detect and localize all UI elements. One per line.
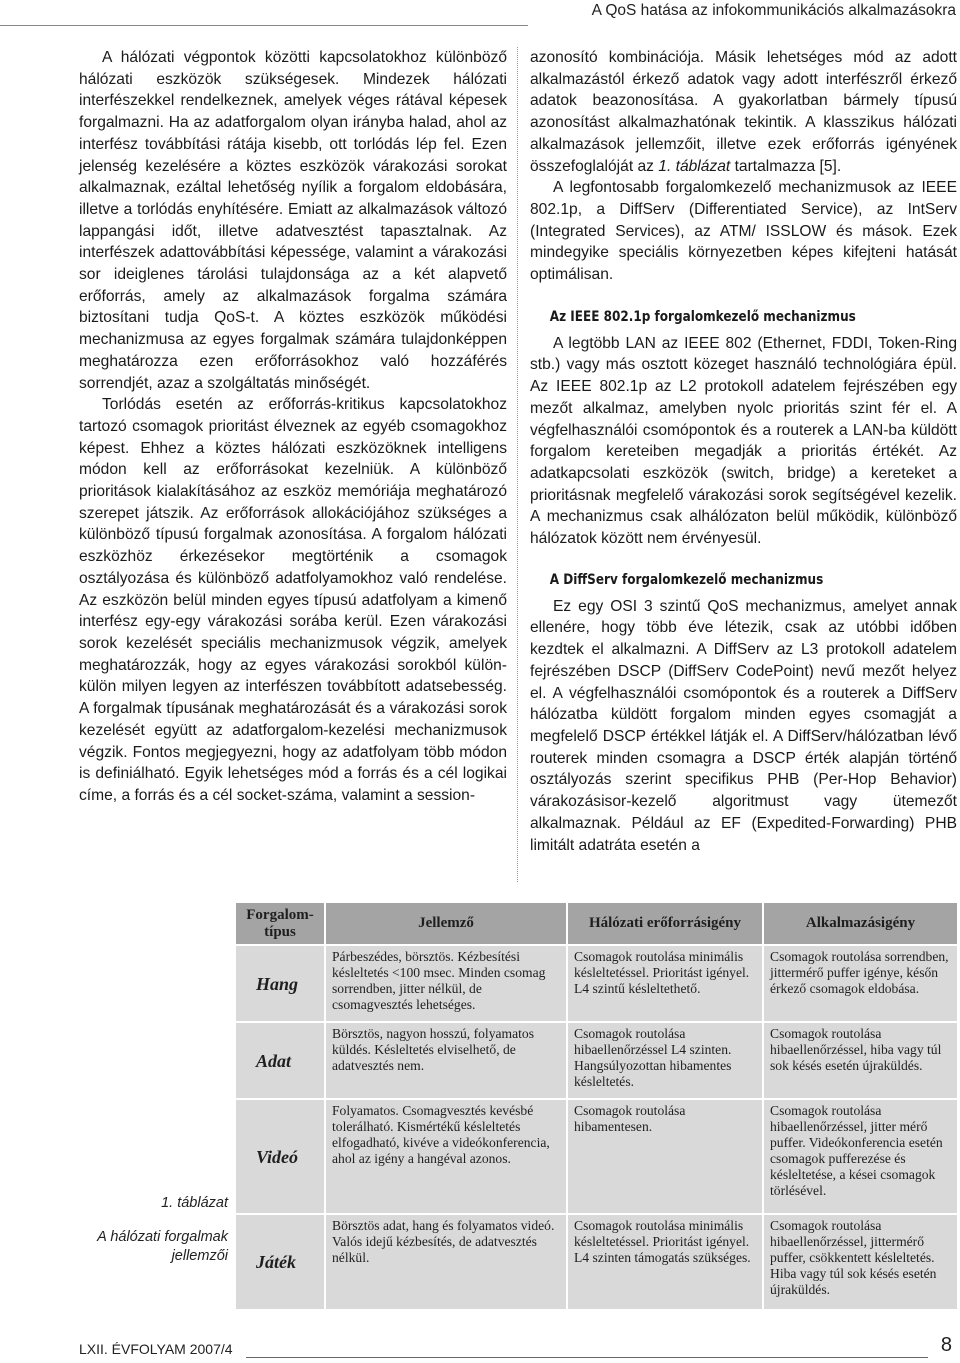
table-row [236,1214,958,1309]
table-caption-text: A hálózati forgalmak jellemzői [97,1229,228,1264]
table-row [236,1022,958,1099]
footer-rule [246,1357,928,1358]
running-header [0,0,960,28]
right-paragraph-1 [530,47,957,177]
section-heading-diffserv: A DiffServ forgalomkezelő mechanizmus [549,571,824,588]
network-cell: Csomagok routolása hibaellenőrzéssel L4 szinten. Hangsúlyozottan hibamentes késleltetés. [567,1022,763,1099]
section-heading-ieee: Az IEEE 802.1p forgalomkezelő mechanizmus [549,308,856,325]
traffic-type-cell: Adat [236,1022,325,1099]
network-cell: Csomagok routolása minimális késleltetéssel. Prioritást igényel. L4 szintű késleltethető. [567,945,763,1022]
traffic-type-cell: Hang [236,945,325,1022]
right-paragraph-2: A legfontosabb forgalomkezelő mechanizmusok az IEEE 802.1p, a DiffServ (Differentiated Service), az IntServ (Integrated Services), az ATM/ ISSLOW és mások. Ezek mindegyike speciális környezetben képes kifejteni hatását optimálisan. [530,179,957,284]
right-paragraph-1-text: azonosító kombinációja. Másik lehetséges mód az adott alkalmazástól érkező adatok vagy adott interfészről érkező adatok beazonosítása. A gyakorlatban bármely típusú azonosítást alkalmazhatónak tekintik. A klasszikus hálózati alkalmazások jellemzőit, illetve ezek erőforrás igényének összefoglalóját az [530,49,957,175]
feature-cell: Börsztös, nagyon hosszú, folyamatos küldés. Késleltetés elviselhető, de adatvesztés nem. [325,1022,567,1099]
table-caption-number: 1. táblázat [161,1195,228,1211]
header-network-resource: Hálózati erőforrásigény [567,903,763,945]
app-cell: Csomagok routolása hibaellenőrzéssel, hiba vagy túl sok késés esetén újraküldés. [763,1022,958,1099]
table-row [236,945,958,1022]
left-paragraph-1: A hálózati végpontok közötti kapcsolatokhoz különböző hálózati eszközök szükségesek. Mindezek hálózati interfészekkel rendelkeznek, amelyek véges rátával képesek forgalmazni. Ha az adatforgalom olyan irányba halad, ahol az interfész továbbítási rátája kisebb, ott torlódás lép fel. Ezen jelenség kezelésére a köztes eszközök várakozási sorokat alkalmaznak, ezáltal lehetőség nyílik a forgalom eldobására, illetve a torlódás enyhítésére. Emiatt az alkalmazások változó lappangási időt, illetve adatvesztést tapasztalnak. Az interfészek adattovábbítási képessége, valamint a várakozási sor ideiglenes tárolási tulajdonsága az a két alapvető erőforrás, amely az alkalmazások forgalma számára biztosítani tudja QoS-t. A köztes eszközök működési mechanizmusa az egyes forgalmak számára tulajdonképpen meghatározza ezen erőforrásokhoz való hozzáférés sorrendjét, azaz a szolgáltatás minőségét. [79,49,507,392]
header-traffic-type: Forgalom-típus [236,903,325,945]
app-cell: Csomagok routolása hibaellenőrzéssel, jitter mérő puffer. Videókonferencia esetén csomagok pufferezése és késleltetése, a kései csomagok törlésével. [763,1099,958,1214]
traffic-characteristics-table [236,903,959,1309]
running-header-title: A QoS hatása az infokommunikációs alkalmazásokra [591,2,956,19]
network-cell: Csomagok routolása minimális késleltetéssel. Prioritást igényel. L4 szinten támogatás szükséges. [567,1214,763,1309]
feature-cell: Párbeszédes, börsztös. Kézbesítési késleltetés <100 msec. Minden csomag sorrendben, jitter nélkül, de csomagvesztés lehetséges. [325,945,567,1022]
page-number: 8 [940,1334,952,1356]
feature-cell: Folyamatos. Csomagvesztés kevésbé tolerálható. Kismértékű késleltetés elfogadható, kivéve a videókonferencia, ahol az igény a hangéval azonos. [325,1099,567,1214]
table-header-row [236,903,958,945]
header-rule [0,25,528,26]
network-cell: Csomagok routolása hibamentesen. [567,1099,763,1214]
right-paragraph-3: A legtöbb LAN az IEEE 802 (Ethernet, FDDI, Token-Ring stb.) vagy más osztott közeget használó technológiára épül. Az IEEE 802.1p az L2 protokoll adatelem fejrészében egy mezőt alkalmaz, amelyben nyolc prioritás szint fér el. A végfelhasználói csomópontok és a routerek a LAN-ba küldött forgalom kereteiben megadják a prioritás értékét. Az adatkapcsolati eszközök (switch, bridge) a kereteket a prioritásnak megfelelő várakozási sorok segítségével kezelik. A mechanizmus csak alhálózaton belül működik, különböző hálózatok között nem érvényesül. [530,334,957,548]
traffic-type-cell: Játék [236,1214,325,1309]
header-feature: Jellemző [325,903,567,945]
journal-volume: LXII. ÉVFOLYAM 2007/4 [79,1341,233,1357]
table-row [236,1099,958,1214]
feature-cell: Börsztös adat, hang és folyamatos videó. Valós idejű kézbesítés, de adatvesztés nélkül. [325,1214,567,1309]
right-column [530,47,957,856]
header-application-need: Alkalmazásigény [763,903,958,945]
right-paragraph-4: Ez egy OSI 3 szintű QoS mechanizmus, amelyet annak ellenére, hogy több éve létezik, csak az utóbbi időben kezdtek el alkalmazni. A DiffServ az L3 protokoll adatelem fejrészében DSCP (DiffServ CodePoint) nevű mezőt helyez el. A végfelhasználói csomópontok és a routerek a DiffServ hálózatba küldött forgalom minden egyes csomagját a megfelelő DSCP értékkel látják el. A DiffServ/hálózatban lévő routerek minden csomagra a DSCP érték alapján történő osztályozás szerint specifikus PHB (Per-Hop Behavior) várakozásisor-kezelő algoritmust vagy ütemezőt alkalmaznak. Például az EF (Expedited-Forwarding) PHB limitált adatráta esetén a [530,597,957,854]
column-divider [517,47,518,882]
table-reference: 1. táblázat [658,157,731,175]
left-paragraph-2: Torlódás esetén az erőforrás-kritikus kapcsolatokhoz tartozó csomagok prioritást élveznek az egyéb csomagokhoz képest. Ehhez a köztes hálózati eszközöknek intelligens módon kell az erőforrásokat kezelniük. A különböző prioritások kialakításához az eszköz memóriája meghatározó szerepet játszik. Az erőforrások allokációjához szükséges a különböző típusú forgalmak azonosítása. A forgalom hálózati eszközhöz érkezésekor megtörténik a csomagok osztályozása és különböző adatfolyamokhoz való rendelése. Az eszközön belül minden egyes típusú adatfolyam a kimenő interfész egy-egy várakozási sorába kerül. Ezen várakozási sorok kezelését speciális mechanizmusok végzik, amelyek meghatározzák, hogy az egyes várakozási sorokból külön-külön milyen legyen az interfészen továbbított adatsebesség. A forgalmak típusának meghatározását és a várakozási sorok kezelését együtt az adatforgalom-kezelési mechanizmusok végzik. Fontos megjegyezni, hogy az adatfolyam több módon is definiálható. Egyik lehetséges mód a forrás és a cél logikai címe, a forrás és a cél socket-száma, valamint a session- [79,396,507,804]
app-cell: Csomagok routolása sorrendben, jittermérő puffer igénye, későn érkező csomagok eldobása. [763,945,958,1022]
right-paragraph-1-end: tartalmazza [5]. [730,157,842,175]
left-column [79,47,507,807]
traffic-type-cell: Videó [236,1099,325,1214]
app-cell: Csomagok routolása hibaellenőrzéssel, jittermérő puffer, csökkentett késleltetés. Hiba vagy túl sok késés esetén újraküldés. [763,1214,958,1309]
